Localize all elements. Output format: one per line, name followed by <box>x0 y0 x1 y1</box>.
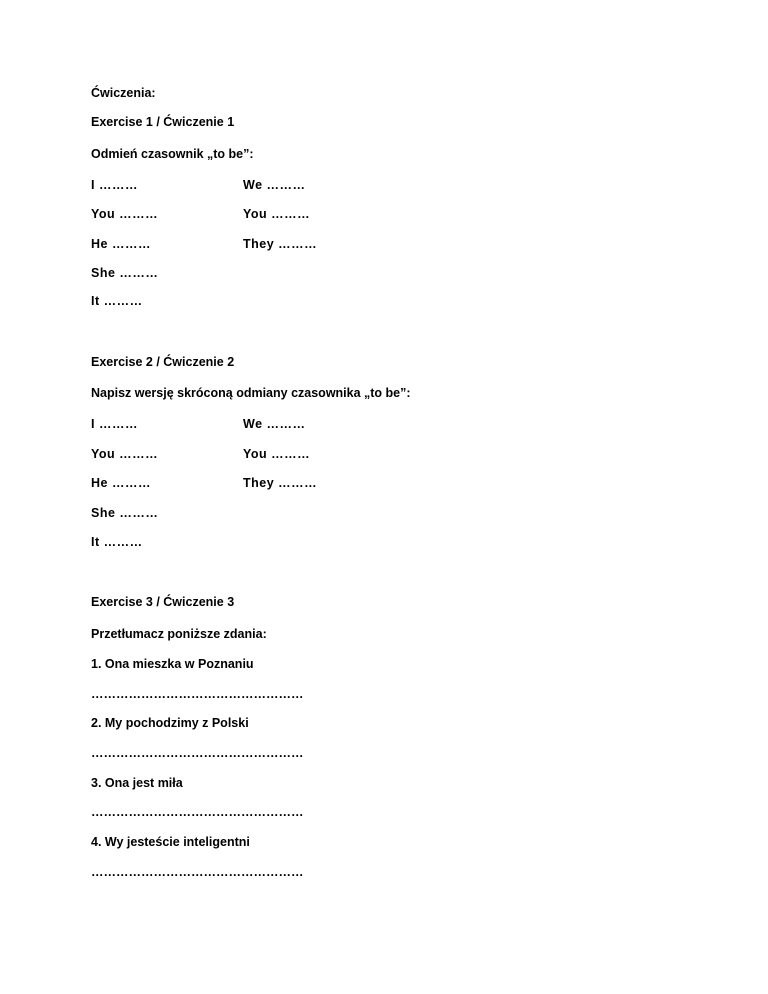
ex3-sentence-2: 2. My pochodzimy z Polski <box>91 716 249 730</box>
exercise-3-title: Exercise 3 / Ćwiczenie 3 <box>91 595 235 609</box>
ex2-pronoun-he: He ……… <box>91 476 151 490</box>
ex3-answer-line-2: …………………………………………… <box>91 746 304 760</box>
ex2-pronoun-they: They ……… <box>243 476 318 490</box>
ex3-sentence-1: 1. Ona mieszka w Poznaniu <box>91 657 254 671</box>
ex1-pronoun-you-singular: You ……… <box>91 207 159 221</box>
ex2-pronoun-i: I ……… <box>91 417 138 431</box>
exercise-3-instruction: Przetłumacz poniższe zdania: <box>91 627 267 641</box>
ex2-pronoun-we: We ……… <box>243 417 306 431</box>
ex3-sentence-4: 4. Wy jesteście inteligentni <box>91 835 250 849</box>
ex1-pronoun-we: We ……… <box>243 178 306 192</box>
exercise-1-title: Exercise 1 / Ćwiczenie 1 <box>91 115 235 129</box>
ex3-answer-line-3: …………………………………………… <box>91 805 304 819</box>
ex1-pronoun-she: She ……… <box>91 266 159 280</box>
ex2-pronoun-it: It ……… <box>91 535 143 549</box>
ex1-pronoun-they: They ……… <box>243 237 318 251</box>
exercise-2-instruction: Napisz wersję skróconą odmiany czasownika „to be”: <box>91 386 411 400</box>
ex3-sentence-3: 3. Ona jest miła <box>91 776 183 790</box>
ex1-pronoun-i: I ……… <box>91 178 138 192</box>
worksheet-heading: Ćwiczenia: <box>91 86 156 100</box>
exercise-2-title: Exercise 2 / Ćwiczenie 2 <box>91 355 235 369</box>
exercise-1-instruction: Odmień czasownik „to be”: <box>91 147 254 161</box>
ex2-pronoun-you-plural: You ……… <box>243 447 311 461</box>
ex3-answer-line-4: …………………………………………… <box>91 865 304 879</box>
ex1-pronoun-you-plural: You ……… <box>243 207 311 221</box>
ex1-pronoun-he: He ……… <box>91 237 151 251</box>
ex2-pronoun-she: She ……… <box>91 506 159 520</box>
ex1-pronoun-it: It ……… <box>91 294 143 308</box>
ex2-pronoun-you-singular: You ……… <box>91 447 159 461</box>
ex3-answer-line-1: …………………………………………… <box>91 687 304 701</box>
